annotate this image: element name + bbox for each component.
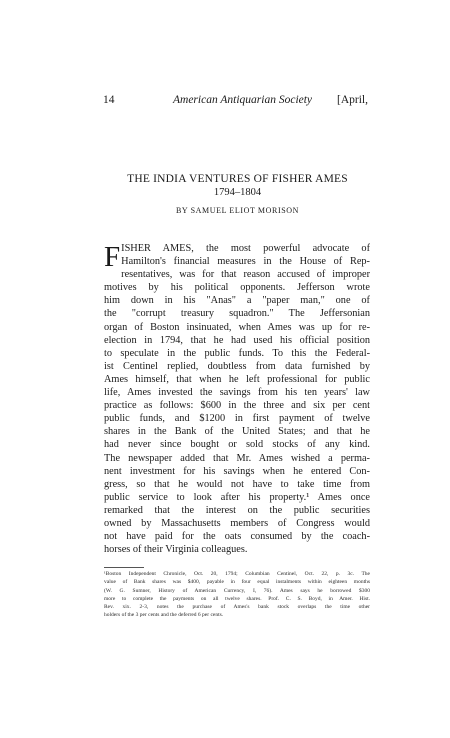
body-line: owned by Massachusetts members of Congress would	[104, 517, 370, 529]
running-head	[103, 92, 368, 108]
article-dates: 1794–1804	[213, 187, 262, 198]
body-line: to speculate in the public funds. To this the Federal-	[104, 347, 370, 359]
body-line: election in 1794, that he had used his official position	[104, 334, 370, 346]
body-line: ist Centinel replied, doubtless from data furnished by	[104, 360, 370, 372]
body-text	[104, 242, 370, 556]
article-title: THE INDIA VENTURES OF FISHER AMES	[127, 173, 348, 185]
body-line: ISHER AMES, the most powerful advocate of	[121, 243, 370, 254]
body-line: practice as follows: $600 in the three and six per cent	[104, 400, 370, 412]
journal-title: American Antiquarian Society	[173, 94, 313, 106]
body-line: nent investment for his savings when he entered Con-	[104, 465, 370, 477]
drop-cap: F	[104, 241, 121, 273]
article-author: BY SAMUEL ELIOT MORISON	[175, 206, 300, 215]
body-line: Ames himself, that when he left professional for public	[104, 373, 370, 385]
body-line: remarked that the interest on the public securities	[104, 504, 370, 516]
body-line: him down in his "Anas" a "paper man," one of	[104, 295, 370, 307]
footnote-rule	[104, 567, 144, 568]
footnote-line: value of Bank shares was $400, payable in four equal instalments within eighteen months	[104, 579, 370, 586]
body-line: motives by his political opponents. Jefferson wrote	[104, 282, 370, 294]
body-line: public service to look after his property.¹ Ames once	[104, 491, 370, 503]
body-line: had never since bought or sold stocks of any kind.	[104, 439, 370, 451]
body-line: The newspaper added that Mr. Ames wished a perma-	[104, 452, 370, 464]
footnote-line: (W. G. Sumner, History of American Currency, I, 76). Ames says he borrowed $300	[104, 587, 370, 594]
body-line: shares in the Bank of the United States; and that he	[104, 426, 370, 438]
body-line: public funds, and $1200 in first payment of twelve	[104, 413, 370, 425]
body-line: organ of Boston insinuated, when Ames was up for re-	[104, 321, 370, 333]
footnote-line: Rev. xix. 2-3, notes the purchase of Ames's bank stock overlaps the time other	[104, 604, 370, 611]
body-line: gress, so that he would not have to take time from	[104, 478, 370, 490]
page-number: 14	[103, 94, 115, 106]
footnote-line: ¹Boston Independent Chronicle, Oct. 20, 1794; Columbian Centinel, Oct. 22, p. 3c. The	[104, 571, 370, 577]
footnote-line: more to complete the payments on all twelve shares. Prof. C. S. Boyd, in Amer. Hist.	[104, 595, 370, 602]
body-line: Hamilton's financial measures in the House of Rep-	[121, 256, 370, 268]
footnote-line: holders of the 3 per cents and the deferred 6 per cents.	[104, 612, 224, 619]
body-line: horses of their Virginia colleagues.	[104, 544, 248, 556]
issue-month: [April,	[337, 94, 368, 106]
footnotes	[104, 570, 370, 620]
body-line: not have paid for the oats consumed by the coach-	[104, 531, 370, 543]
body-line: resentatives, was for that reason accused of improper	[121, 269, 370, 281]
body-line: life, Ames invested the savings from his ten years' law	[104, 387, 370, 399]
body-line: the "corrupt treasury squadron." The Jeffersonian	[104, 308, 370, 320]
